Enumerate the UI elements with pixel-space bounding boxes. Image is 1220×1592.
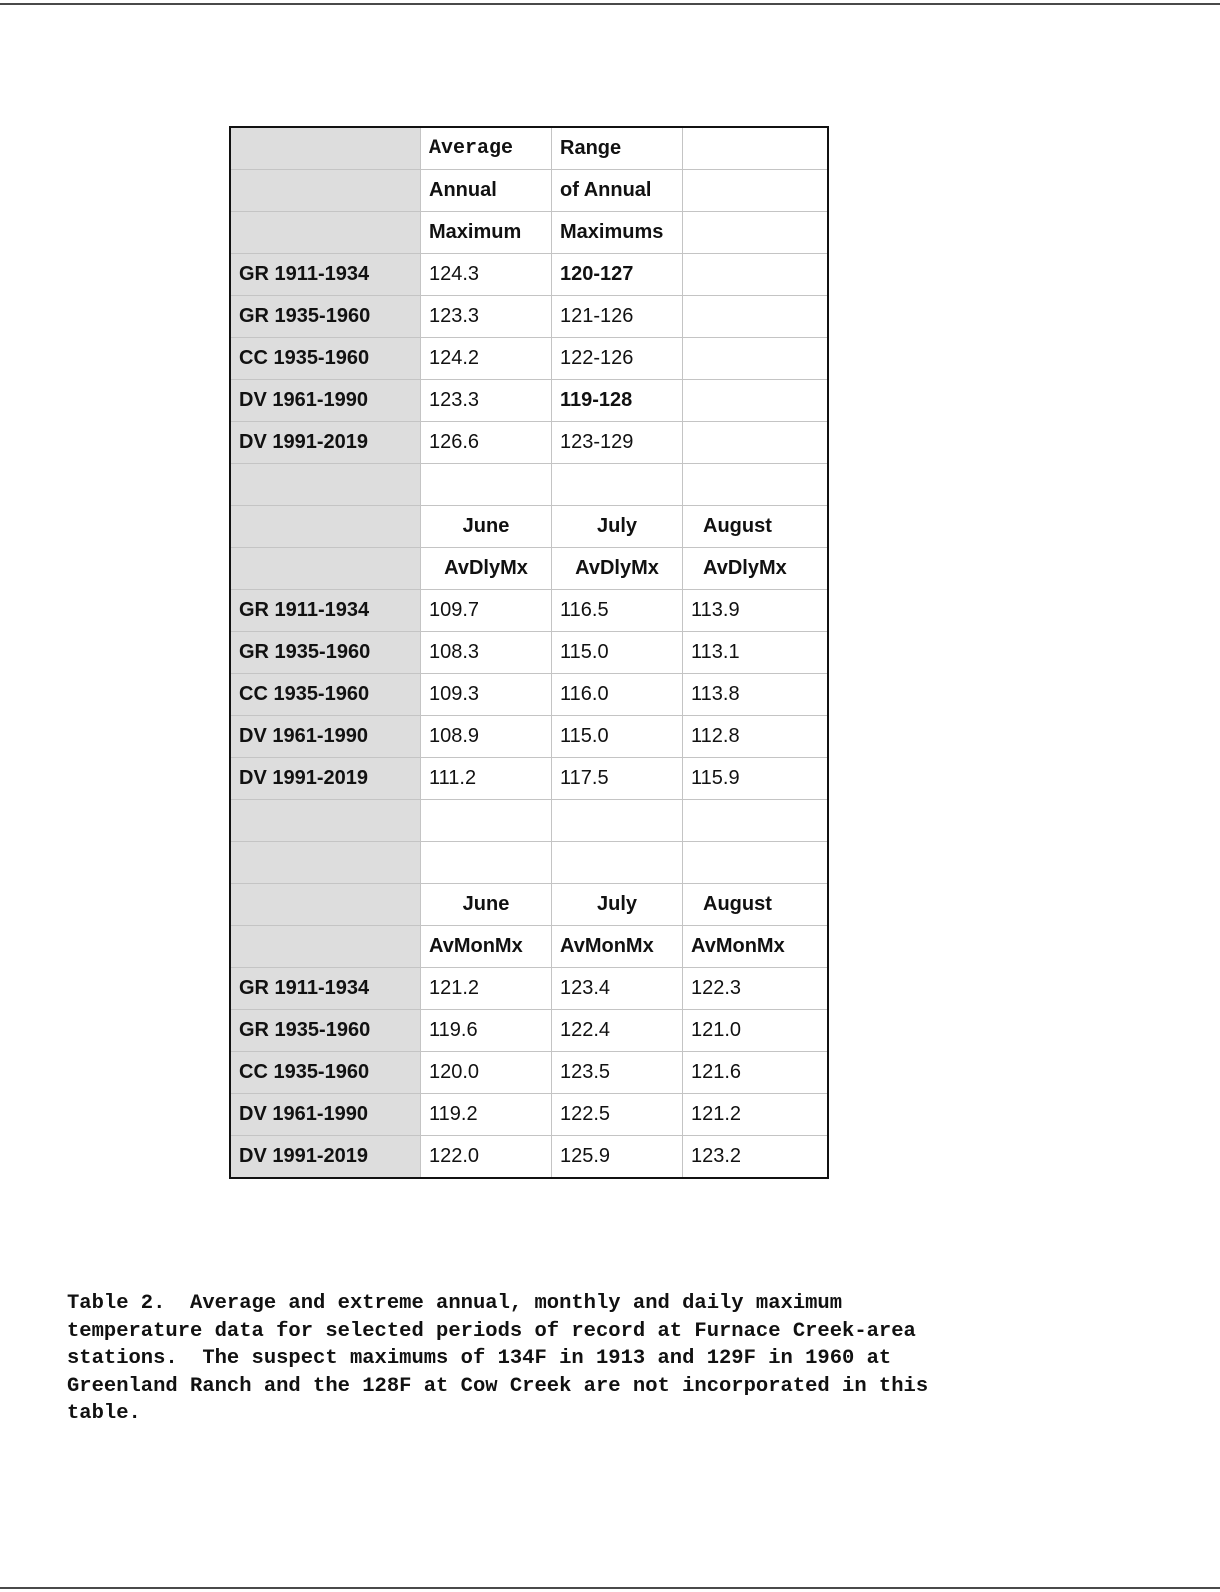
- august-value: 115.9: [683, 758, 829, 800]
- empty-cell: [683, 842, 829, 884]
- month-header: August: [683, 884, 829, 926]
- table-row: [230, 296, 828, 338]
- station-label: GR 1911-1934: [230, 254, 421, 296]
- july-value: 115.0: [552, 632, 683, 674]
- avg-annual-max: 124.2: [421, 338, 552, 380]
- metric-header: AvDlyMx: [552, 548, 683, 590]
- august-value: 121.0: [683, 1010, 829, 1052]
- july-value: 122.5: [552, 1094, 683, 1136]
- june-value: 109.3: [421, 674, 552, 716]
- station-label: GR 1935-1960: [230, 1010, 421, 1052]
- table-row: [230, 338, 828, 380]
- empty-cell: [683, 127, 829, 170]
- empty-cell: [683, 422, 829, 464]
- station-label: DV 1961-1990: [230, 1094, 421, 1136]
- station-label: GR 1935-1960: [230, 632, 421, 674]
- empty-cell: [683, 296, 829, 338]
- station-label: DV 1991-2019: [230, 1136, 421, 1179]
- july-value: 122.4: [552, 1010, 683, 1052]
- header-row: [230, 926, 828, 968]
- page-top-rule: [0, 3, 1220, 5]
- header-row: [230, 212, 828, 254]
- header-row: [230, 127, 828, 170]
- spacer-row: [230, 842, 828, 884]
- june-value: 119.6: [421, 1010, 552, 1052]
- station-label: GR 1911-1934: [230, 968, 421, 1010]
- row-label: [230, 170, 421, 212]
- empty-cell: [552, 800, 683, 842]
- june-value: 120.0: [421, 1052, 552, 1094]
- row-label: [230, 842, 421, 884]
- page-bottom-rule: [0, 1587, 1220, 1589]
- table-row: [230, 758, 828, 800]
- month-header: August: [683, 506, 829, 548]
- row-label: [230, 926, 421, 968]
- june-value: 108.3: [421, 632, 552, 674]
- july-value: 115.0: [552, 716, 683, 758]
- caption-line: Greenland Ranch and the 128F at Cow Creek are not incorporated in this: [67, 1374, 929, 1398]
- avg-annual-max: 123.3: [421, 380, 552, 422]
- august-value: 113.8: [683, 674, 829, 716]
- july-value: 117.5: [552, 758, 683, 800]
- metric-header: AvMonMx: [552, 926, 683, 968]
- station-label: CC 1935-1960: [230, 338, 421, 380]
- spacer-row: [230, 464, 828, 506]
- caption-line: table.: [67, 1402, 141, 1426]
- august-value: 113.9: [683, 590, 829, 632]
- empty-cell: [421, 842, 552, 884]
- table-row: [230, 590, 828, 632]
- row-label: [230, 127, 421, 170]
- row-label: [230, 548, 421, 590]
- table-row: [230, 632, 828, 674]
- station-label: GR 1935-1960: [230, 296, 421, 338]
- empty-cell: [683, 464, 829, 506]
- month-header: June: [421, 884, 552, 926]
- empty-cell: [683, 212, 829, 254]
- range-annual-max: 119-128: [552, 380, 683, 422]
- metric-header: AvMonMx: [421, 926, 552, 968]
- column-header: Range: [552, 127, 683, 170]
- metric-header: AvMonMx: [683, 926, 829, 968]
- june-value: 119.2: [421, 1094, 552, 1136]
- table-row: [230, 380, 828, 422]
- column-header: Average: [421, 127, 552, 170]
- station-label: CC 1935-1960: [230, 674, 421, 716]
- station-label: GR 1911-1934: [230, 590, 421, 632]
- empty-cell: [552, 464, 683, 506]
- empty-cell: [552, 842, 683, 884]
- empty-cell: [683, 254, 829, 296]
- table-row: [230, 254, 828, 296]
- june-value: 108.9: [421, 716, 552, 758]
- column-header: Annual: [421, 170, 552, 212]
- avg-annual-max: 123.3: [421, 296, 552, 338]
- header-row: [230, 506, 828, 548]
- month-header: June: [421, 506, 552, 548]
- header-row: [230, 548, 828, 590]
- august-value: 122.3: [683, 968, 829, 1010]
- empty-cell: [421, 800, 552, 842]
- august-value: 121.6: [683, 1052, 829, 1094]
- july-value: 123.4: [552, 968, 683, 1010]
- june-value: 121.2: [421, 968, 552, 1010]
- temperature-table: [229, 126, 829, 1179]
- table-row: [230, 1136, 828, 1179]
- empty-cell: [683, 170, 829, 212]
- metric-header: AvDlyMx: [683, 548, 829, 590]
- august-value: 113.1: [683, 632, 829, 674]
- column-header: of Annual: [552, 170, 683, 212]
- empty-cell: [683, 338, 829, 380]
- august-value: 112.8: [683, 716, 829, 758]
- table-row: [230, 422, 828, 464]
- july-value: 125.9: [552, 1136, 683, 1179]
- metric-header: AvDlyMx: [421, 548, 552, 590]
- caption-line: Table 2. Average and extreme annual, monthly and daily maximum: [67, 1292, 843, 1315]
- month-header: July: [552, 506, 683, 548]
- range-annual-max: 120-127: [552, 254, 683, 296]
- spacer-row: [230, 800, 828, 842]
- avg-annual-max: 124.3: [421, 254, 552, 296]
- august-value: 123.2: [683, 1136, 829, 1179]
- range-annual-max: 123-129: [552, 422, 683, 464]
- table-row: [230, 1010, 828, 1052]
- range-annual-max: 122-126: [552, 338, 683, 380]
- column-header: Maximums: [552, 212, 683, 254]
- table-caption: [67, 1290, 1107, 1428]
- header-row: [230, 170, 828, 212]
- row-label: [230, 506, 421, 548]
- header-row: [230, 884, 828, 926]
- table-row: [230, 716, 828, 758]
- july-value: 116.5: [552, 590, 683, 632]
- avg-annual-max: 126.6: [421, 422, 552, 464]
- station-label: DV 1961-1990: [230, 380, 421, 422]
- row-label: [230, 884, 421, 926]
- station-label: DV 1961-1990: [230, 716, 421, 758]
- june-value: 111.2: [421, 758, 552, 800]
- table-row: [230, 1052, 828, 1094]
- table-row: [230, 674, 828, 716]
- empty-cell: [683, 800, 829, 842]
- june-value: 109.7: [421, 590, 552, 632]
- july-value: 116.0: [552, 674, 683, 716]
- station-label: CC 1935-1960: [230, 1052, 421, 1094]
- station-label: DV 1991-2019: [230, 758, 421, 800]
- month-header: July: [552, 884, 683, 926]
- caption-line: stations. The suspect maximums of 134F in 1913 and 129F in 1960 at: [67, 1347, 892, 1371]
- empty-cell: [683, 380, 829, 422]
- caption-line: temperature data for selected periods of record at Furnace Creek-area: [67, 1319, 916, 1343]
- august-value: 121.2: [683, 1094, 829, 1136]
- table-row: [230, 968, 828, 1010]
- row-label: [230, 800, 421, 842]
- row-label: [230, 464, 421, 506]
- range-annual-max: 121-126: [552, 296, 683, 338]
- empty-cell: [421, 464, 552, 506]
- row-label: [230, 212, 421, 254]
- table-row: [230, 1094, 828, 1136]
- june-value: 122.0: [421, 1136, 552, 1179]
- july-value: 123.5: [552, 1052, 683, 1094]
- station-label: DV 1991-2019: [230, 422, 421, 464]
- column-header: Maximum: [421, 212, 552, 254]
